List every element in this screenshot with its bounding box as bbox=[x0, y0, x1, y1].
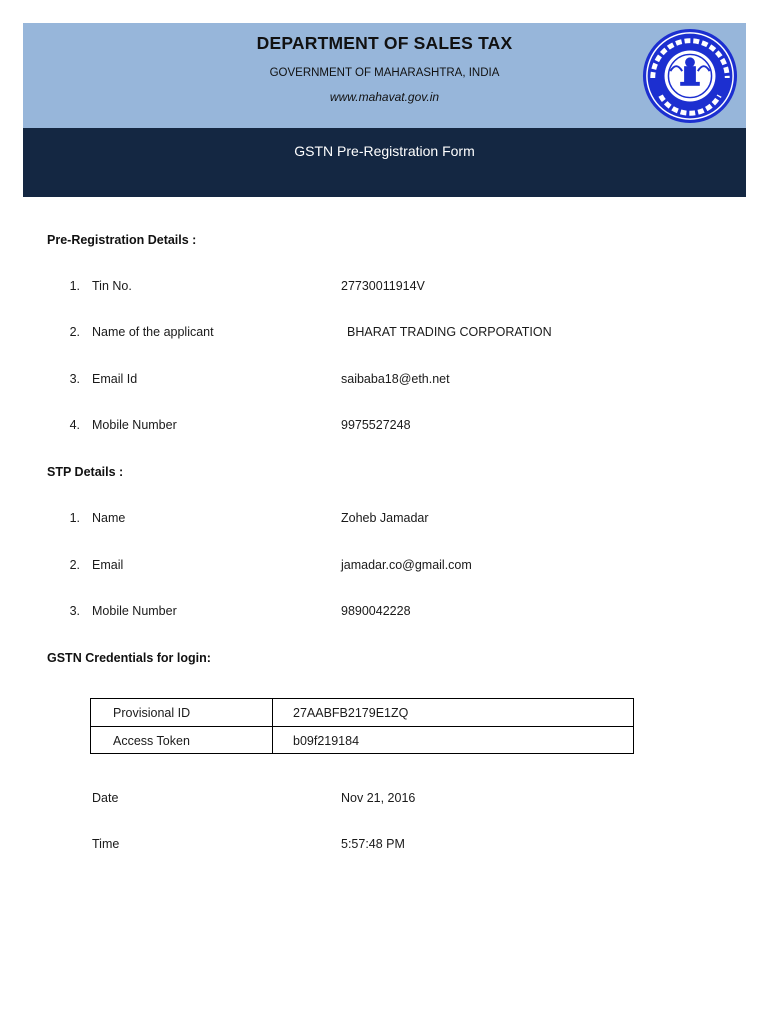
stp-details-row bbox=[0, 558, 768, 578]
department-title: DEPARTMENT OF SALES TAX bbox=[256, 33, 513, 53]
stp-details-row bbox=[0, 604, 768, 624]
header-banner bbox=[23, 23, 746, 128]
row-number: 3. bbox=[69, 372, 80, 386]
form-title: GSTN Pre-Registration Form bbox=[294, 143, 475, 159]
access-token-label: Access Token bbox=[113, 734, 190, 748]
mobile-label: Mobile Number bbox=[92, 418, 177, 432]
mobile-value: 9975527248 bbox=[341, 418, 411, 432]
provisional-id-label: Provisional ID bbox=[113, 706, 191, 720]
stp-email-label: Email bbox=[92, 558, 124, 572]
stp-name-label: Name bbox=[92, 511, 126, 525]
stp-details-heading: STP Details : bbox=[47, 465, 124, 479]
date-row bbox=[0, 791, 768, 811]
department-seal-icon bbox=[641, 27, 739, 125]
pre-registration-row bbox=[0, 418, 768, 438]
row-number: 3. bbox=[69, 604, 80, 618]
table-row bbox=[91, 727, 633, 754]
credentials-heading: GSTN Credentials for login: bbox=[47, 651, 211, 665]
form-title-banner bbox=[23, 128, 746, 197]
time-value: 5:57:48 PM bbox=[341, 837, 405, 851]
access-token-value: b09f219184 bbox=[293, 734, 360, 748]
tin-value: 27730011914V bbox=[341, 279, 425, 293]
stp-mobile-label: Mobile Number bbox=[92, 604, 177, 618]
applicant-name-label: Name of the applicant bbox=[92, 325, 214, 339]
government-subtitle: GOVERNMENT OF MAHARASHTRA, INDIA bbox=[269, 67, 500, 79]
stp-email-value: jamadar.co@gmail.com bbox=[341, 558, 472, 572]
applicant-name-value: BHARAT TRADING CORPORATION bbox=[347, 325, 552, 339]
tin-label: Tin No. bbox=[92, 279, 132, 293]
pre-registration-row bbox=[0, 325, 768, 345]
time-label: Time bbox=[92, 837, 120, 851]
website-text: www.mahavat.gov.in bbox=[329, 90, 440, 104]
row-number: 2. bbox=[69, 325, 80, 339]
row-number: 4. bbox=[69, 418, 80, 432]
row-number: 1. bbox=[69, 511, 80, 525]
pre-registration-heading: Pre-Registration Details : bbox=[47, 233, 197, 247]
email-label: Email Id bbox=[92, 372, 138, 386]
date-label: Date bbox=[92, 791, 119, 805]
table-row bbox=[91, 699, 633, 727]
row-number: 1. bbox=[69, 279, 80, 293]
email-value: saibaba18@eth.net bbox=[341, 372, 450, 386]
time-row bbox=[0, 837, 768, 857]
stp-details-row bbox=[0, 511, 768, 531]
stp-name-value: Zoheb Jamadar bbox=[341, 511, 429, 525]
provisional-id-value: 27AABFB2179E1ZQ bbox=[293, 706, 409, 720]
row-number: 2. bbox=[69, 558, 80, 572]
pre-registration-row bbox=[0, 279, 768, 299]
credentials-table bbox=[90, 698, 634, 754]
date-value: Nov 21, 2016 bbox=[341, 791, 416, 805]
pre-registration-row bbox=[0, 372, 768, 392]
stp-mobile-value: 9890042228 bbox=[341, 604, 411, 618]
